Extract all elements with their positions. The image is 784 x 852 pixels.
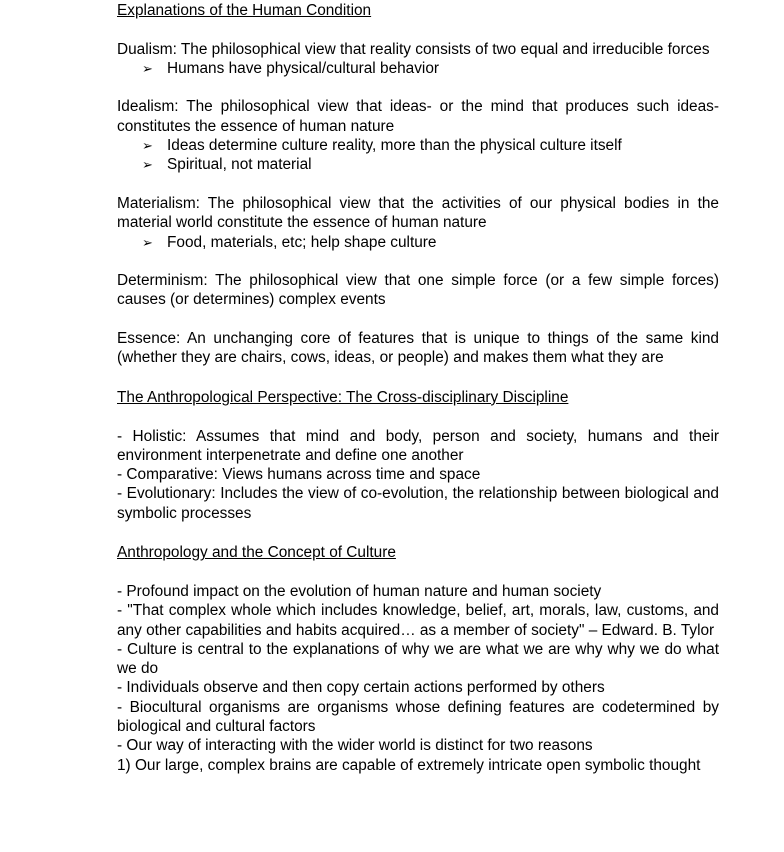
section-heading-explanations: Explanations of the Human Condition bbox=[117, 2, 372, 19]
section-heading-culture: Anthropology and the Concept of Culture bbox=[117, 544, 396, 562]
paragraph-determinism: Determinism: The philosophical view that one simple force (or a few simple forces) causes (or determines) complex events bbox=[117, 272, 719, 309]
spacer bbox=[117, 78, 719, 97]
culture-item: - Profound impact on the evolution of human nature and human society bbox=[117, 582, 602, 600]
list-item bbox=[142, 59, 719, 78]
bullet-list-materialism bbox=[117, 233, 719, 252]
paragraph-idealism: Idealism: The philosophical view that ideas- or the mind that produces such ideas- constitutes the essence of human nature bbox=[117, 98, 719, 135]
section-heading-perspective: The Anthropological Perspective: The Cross-disciplinary Discipline bbox=[117, 388, 569, 406]
list-item-text: Humans have physical/cultural behavior bbox=[167, 59, 440, 77]
list-item-text: Food, materials, etc; help shape culture bbox=[167, 233, 437, 251]
paragraph-dualism: Dualism: The philosophical view that reality consists of two equal and irreducible forces bbox=[117, 40, 710, 58]
spacer bbox=[117, 175, 719, 194]
spacer bbox=[117, 252, 719, 271]
document-page bbox=[117, 0, 719, 775]
spacer bbox=[117, 310, 719, 329]
list-item bbox=[142, 155, 719, 174]
arrow-bullet-icon: ➢ bbox=[142, 138, 153, 154]
culture-item: - Our way of interacting with the wider world is distinct for two reasons bbox=[117, 737, 593, 755]
spacer bbox=[117, 407, 719, 426]
culture-item: - Biocultural organisms are organisms whose defining features are codetermined by biological and cultural factors bbox=[117, 698, 719, 735]
arrow-bullet-icon: ➢ bbox=[142, 234, 153, 250]
list-item-text: Ideas determine culture reality, more than the physical culture itself bbox=[167, 137, 622, 155]
list-item bbox=[142, 233, 719, 252]
spacer bbox=[117, 523, 719, 542]
bullet-list-idealism bbox=[117, 136, 719, 175]
spacer bbox=[117, 368, 719, 387]
bullet-list-dualism bbox=[117, 59, 719, 78]
culture-item: - "That complex whole which includes knowledge, belief, art, morals, law, customs, and any other capabilities and habits acquired… as a member of society" – Edward. B. Tylor bbox=[117, 602, 719, 639]
perspective-item-evolutionary: - Evolutionary: Includes the view of co-evolution, the relationship between biological and symbolic processes bbox=[117, 485, 719, 522]
paragraph-materialism: Materialism: The philosophical view that the activities of our physical bodies in the material world constitute the essence of human nature bbox=[117, 194, 719, 232]
spacer bbox=[117, 563, 719, 582]
list-item-text: Spiritual, not material bbox=[167, 156, 312, 174]
arrow-bullet-icon: ➢ bbox=[142, 157, 153, 173]
paragraph-essence: Essence: An unchanging core of features that is unique to things of the same kind (whether they are chairs, cows, ideas, or people) and makes them what they are bbox=[117, 330, 719, 367]
list-item bbox=[142, 136, 719, 155]
perspective-item-comparative: - Comparative: Views humans across time and space bbox=[117, 466, 481, 484]
arrow-bullet-icon: ➢ bbox=[142, 60, 153, 76]
spacer bbox=[117, 20, 719, 39]
culture-item: - Culture is central to the explanations of why we are what we are why why we do what we do bbox=[117, 640, 719, 678]
culture-item: 1) Our large, complex brains are capable of extremely intricate open symbolic thought bbox=[117, 756, 701, 774]
perspective-item-holistic: - Holistic: Assumes that mind and body, person and society, humans and their environment interpenetrate and define one another bbox=[117, 427, 719, 464]
culture-item: - Individuals observe and then copy certain actions performed by others bbox=[117, 679, 605, 697]
